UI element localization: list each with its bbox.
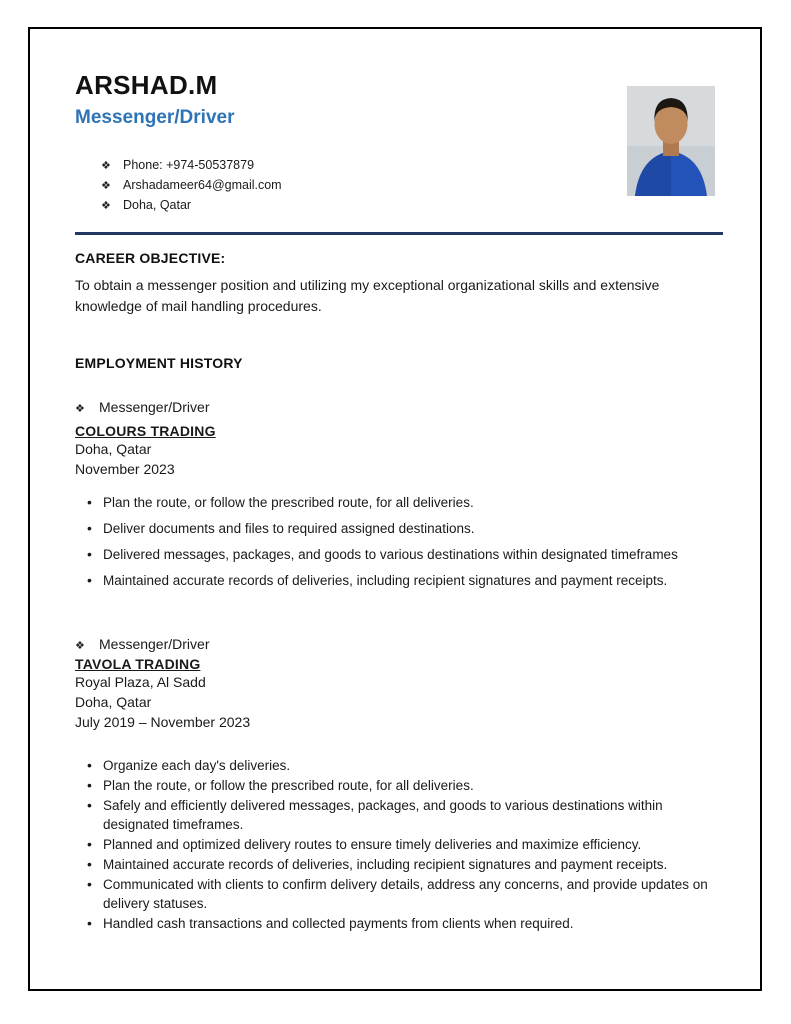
profile-photo-illustration bbox=[627, 86, 715, 196]
dot-bullet-icon: • bbox=[87, 856, 92, 872]
dot-bullet-icon: • bbox=[87, 915, 92, 931]
bullet-item bbox=[75, 796, 723, 834]
job-entry-colours-trading bbox=[75, 399, 723, 590]
bullet-text: Organize each day's deliveries. bbox=[103, 758, 291, 773]
bullet-item bbox=[75, 776, 723, 795]
bullet-item bbox=[75, 571, 723, 590]
contact-item-location bbox=[101, 196, 723, 216]
career-objective-heading: CAREER OBJECTIVE: bbox=[75, 250, 226, 266]
job-role-row bbox=[75, 399, 723, 415]
bullet-text: Maintained accurate records of deliveries, including recipient signatures and payment receipts. bbox=[103, 573, 668, 588]
bullet-text: Plan the route, or follow the prescribed route, for all deliveries. bbox=[103, 778, 474, 793]
bullet-text: Safely and efficiently delivered messages, packages, and goods to various destinations within designated timeframes. bbox=[103, 798, 663, 832]
job-bullet-list bbox=[75, 756, 723, 933]
dot-bullet-icon: • bbox=[87, 876, 92, 892]
resume-header bbox=[75, 70, 723, 216]
job-company: TAVOLA TRADING bbox=[75, 656, 201, 672]
job-bullet-list bbox=[75, 493, 723, 590]
job-address: Royal Plaza, Al Sadd bbox=[75, 674, 206, 690]
job-dates: July 2019 – November 2023 bbox=[75, 714, 251, 730]
dot-bullet-icon: • bbox=[87, 836, 92, 852]
bullet-item bbox=[75, 756, 723, 775]
dot-bullet-icon: • bbox=[87, 546, 92, 562]
job-entry-tavola-trading bbox=[75, 636, 723, 933]
bullet-item bbox=[75, 545, 723, 564]
dot-bullet-icon: • bbox=[87, 520, 92, 536]
section-divider bbox=[75, 232, 723, 235]
job-city: Doha, Qatar bbox=[75, 694, 152, 710]
contact-email: Arshadameer64@gmail.com bbox=[123, 178, 282, 192]
employment-history-heading: EMPLOYMENT HISTORY bbox=[75, 355, 243, 371]
career-objective-text: To obtain a messenger position and utilizing my exceptional organizational skills and extensive knowledge of mail handling procedures. bbox=[75, 277, 660, 314]
dot-bullet-icon: • bbox=[87, 572, 92, 588]
bullet-item bbox=[75, 519, 723, 538]
diamond-bullet-icon: ❖ bbox=[75, 640, 85, 652]
dot-bullet-icon: • bbox=[87, 757, 92, 773]
dot-bullet-icon: • bbox=[87, 777, 92, 793]
bullet-item bbox=[75, 835, 723, 854]
contact-phone: Phone: +974-50537879 bbox=[123, 158, 255, 172]
bullet-text: Delivered messages, packages, and goods to various destinations within designated timeframes bbox=[103, 547, 678, 562]
bullet-text: Communicated with clients to confirm delivery details, address any concerns, and provide updates on delivery statuses. bbox=[103, 877, 708, 911]
diamond-bullet-icon: ❖ bbox=[75, 403, 85, 415]
bullet-item bbox=[75, 875, 723, 913]
dot-bullet-icon: • bbox=[87, 797, 92, 813]
diamond-bullet-icon: ❖ bbox=[101, 180, 111, 192]
job-role: Messenger/Driver bbox=[99, 636, 210, 652]
bullet-text: Handled cash transactions and collected payments from clients when required. bbox=[103, 916, 574, 931]
resume-content bbox=[75, 70, 723, 934]
bullet-item bbox=[75, 855, 723, 874]
job-role-row bbox=[75, 636, 723, 652]
bullet-text: Deliver documents and files to required assigned destinations. bbox=[103, 521, 475, 536]
job-city: Doha, Qatar bbox=[75, 441, 152, 457]
bullet-text: Planned and optimized delivery routes to ensure timely deliveries and maximize efficiency. bbox=[103, 837, 642, 852]
job-company: COLOURS TRADING bbox=[75, 423, 216, 439]
bullet-text: Maintained accurate records of deliveries, including recipient signatures and payment receipts. bbox=[103, 857, 668, 872]
profile-photo bbox=[627, 86, 715, 196]
dot-bullet-icon: • bbox=[87, 494, 92, 510]
bullet-item bbox=[75, 493, 723, 512]
bullet-text: Plan the route, or follow the prescribed route, for all deliveries. bbox=[103, 495, 474, 510]
candidate-name: ARSHAD.M bbox=[75, 70, 218, 100]
diamond-bullet-icon: ❖ bbox=[101, 160, 111, 172]
bullet-item bbox=[75, 914, 723, 933]
contact-location: Doha, Qatar bbox=[123, 198, 192, 212]
diamond-bullet-icon: ❖ bbox=[101, 200, 111, 212]
job-role: Messenger/Driver bbox=[99, 399, 210, 415]
candidate-title: Messenger/Driver bbox=[75, 107, 235, 128]
job-dates: November 2023 bbox=[75, 461, 175, 477]
